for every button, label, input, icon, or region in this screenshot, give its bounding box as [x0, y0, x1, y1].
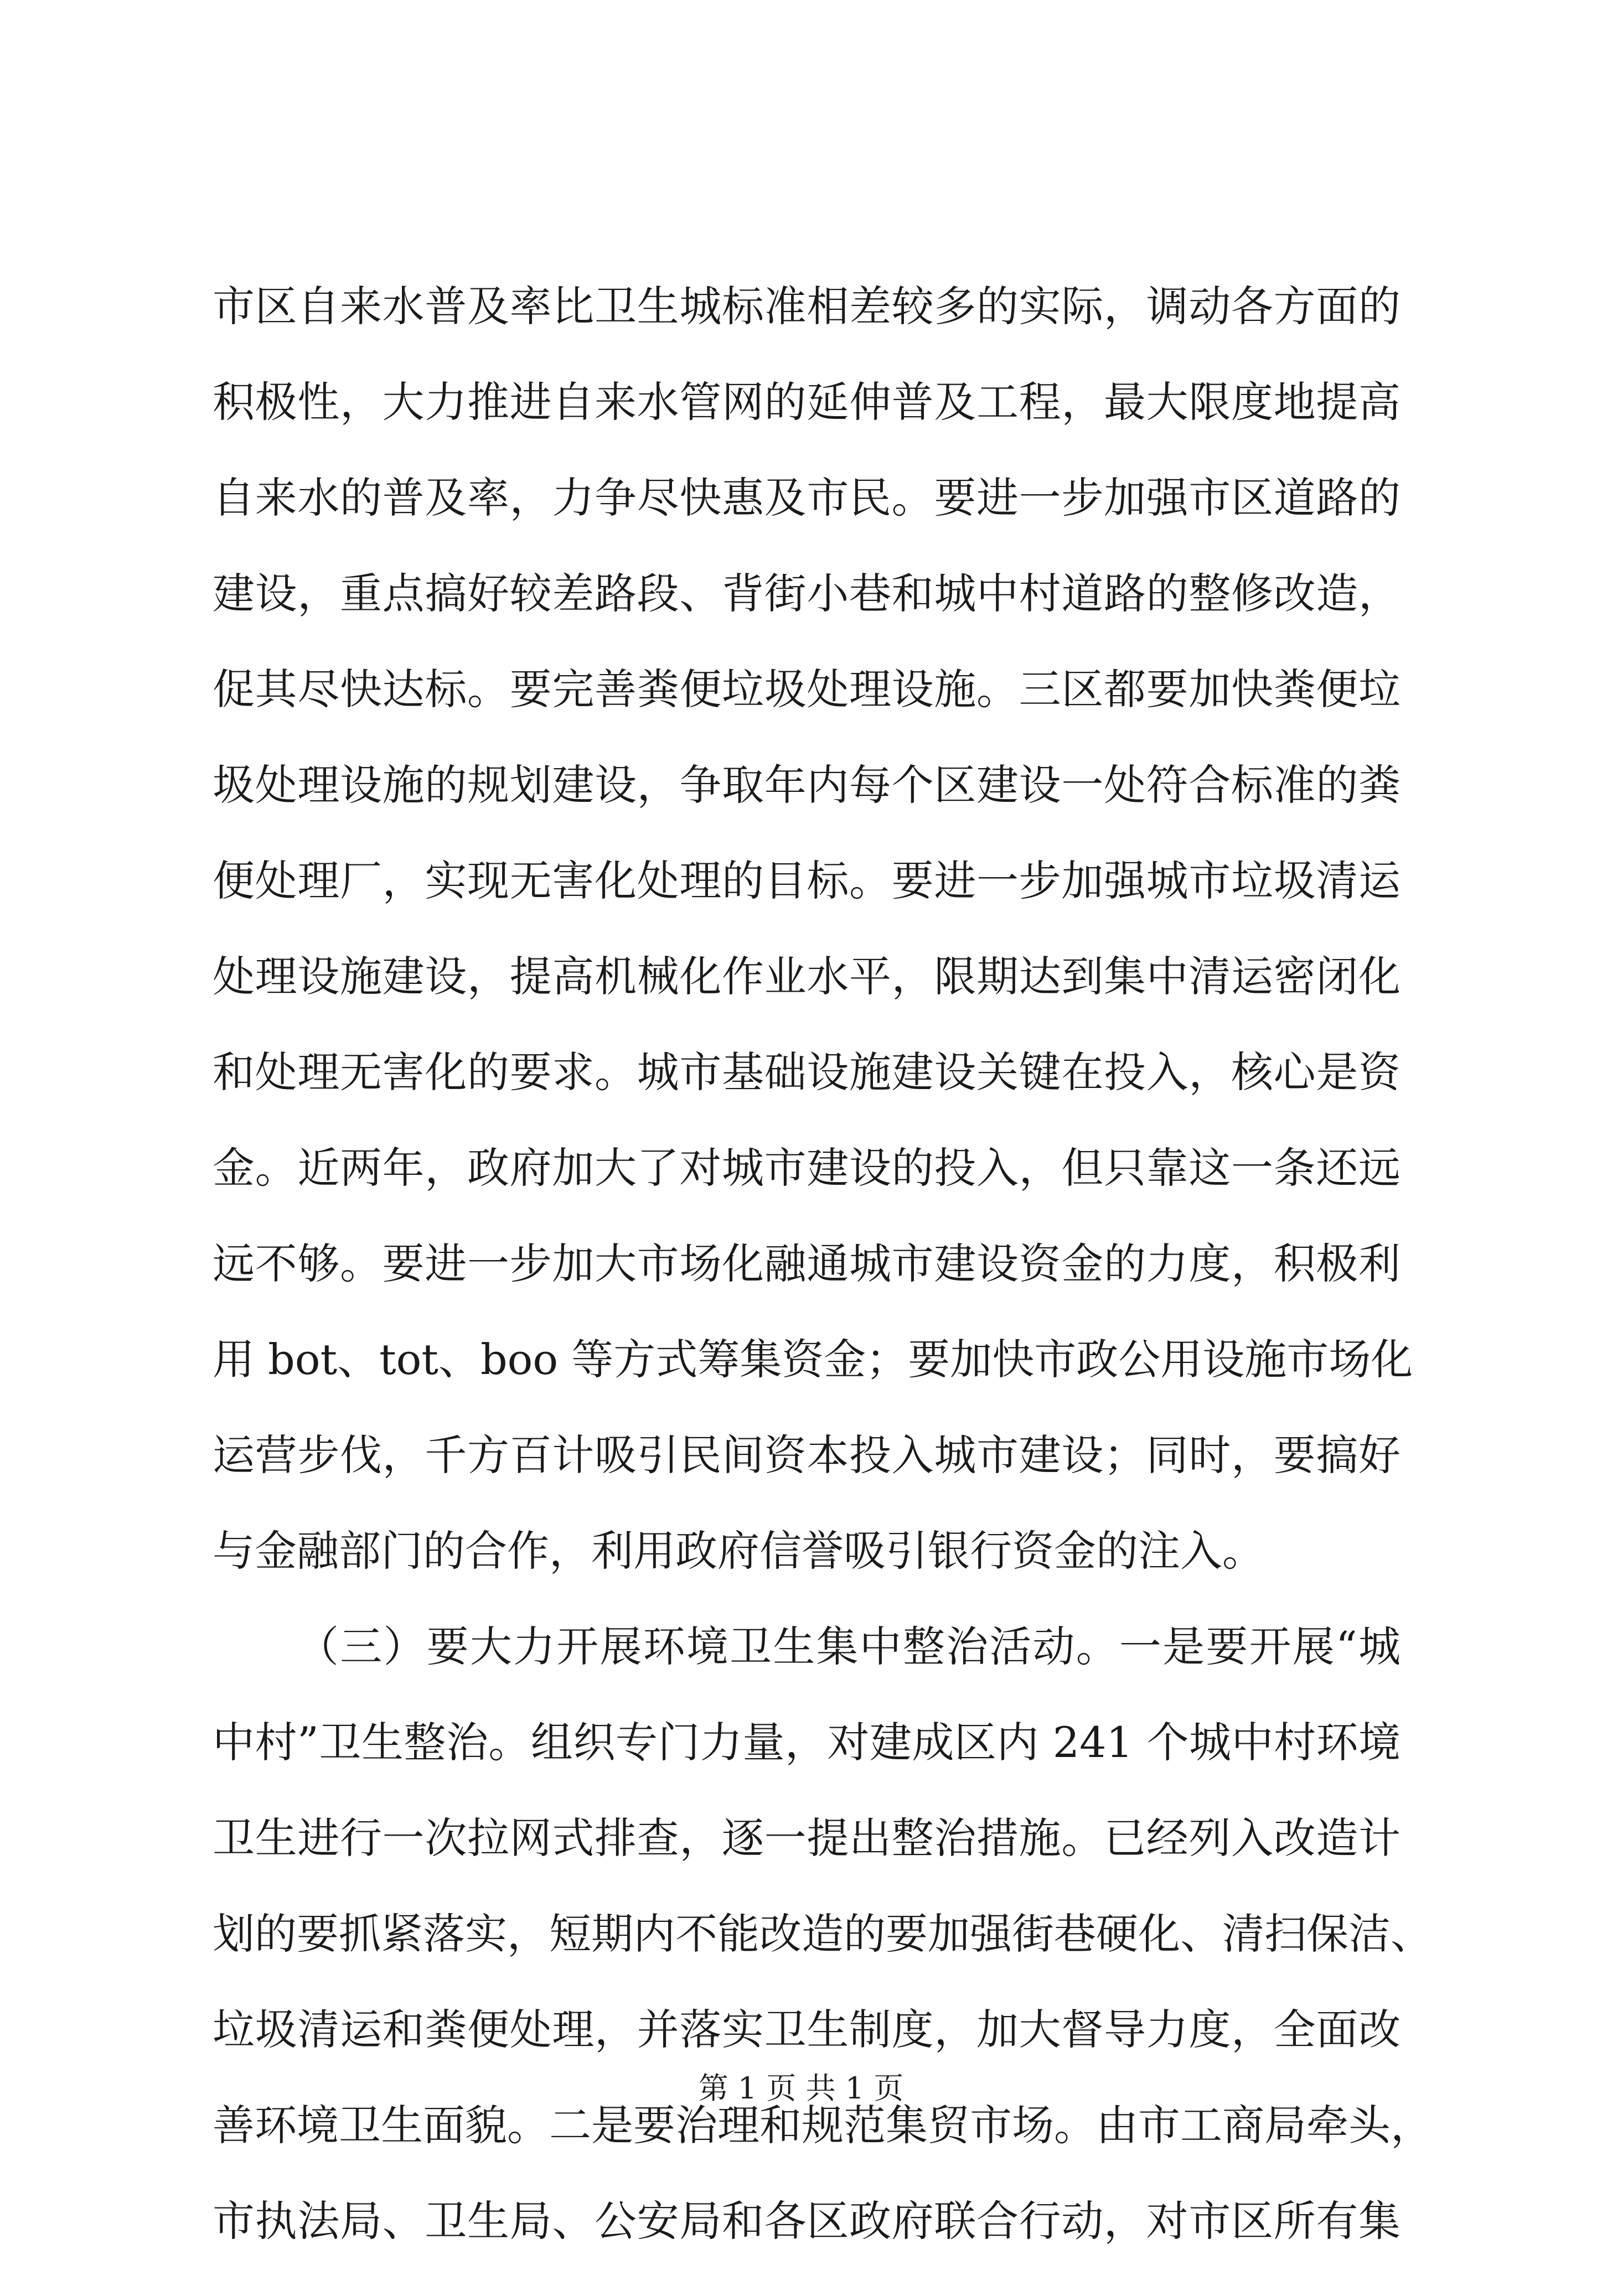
text-line: 善环境卫生面貌。二是要治理和规范集贸市场。由市工商局牵头，	[213, 2101, 1433, 2150]
page-footer: 第 1 页 共 1 页	[698, 2071, 904, 2106]
text-line: 和处理无害化的要求。城市基础设施建设关键在投入，核心是资	[213, 1048, 1401, 1097]
text-line: 积极性，大力推进自来水管网的延伸普及工程，最大限度地提高	[213, 377, 1401, 427]
text-line: 运营步伐，千方百计吸引民间资本投入城市建设；同时，要搞好	[213, 1431, 1401, 1480]
text-line: 金。近两年，政府加大了对城市建设的投入，但只靠这一条还远	[213, 1143, 1401, 1193]
text-line: 垃圾清运和粪便处理，并落实卫生制度，加大督导力度，全面改	[213, 2005, 1401, 2054]
text-line: 卫生进行一次拉网式排查，逐一提出整治措施。已经列入改造计	[213, 1813, 1401, 1863]
text-line: 处理设施建设，提高机械化作业水平，限期达到集中清运密闭化	[213, 952, 1401, 1001]
text-line: 便处理厂，实现无害化处理的目标。要进一步加强城市垃圾清运	[213, 856, 1401, 905]
text-line: 市区自来水普及率比卫生城标准相差较多的实际，调动各方面的	[213, 282, 1401, 331]
text-line: 与金融部门的合作，利用政府信誉吸引银行资金的注入。	[213, 1526, 1264, 1575]
document-body	[213, 282, 1433, 2296]
text-line: （三）要大力开展环境卫生集中整治活动。一是要开展“城	[297, 1622, 1401, 1671]
text-line: 自来水的普及率，力争尽快惠及市民。要进一步加强市区道路的	[213, 473, 1401, 522]
text-line: 划的要抓紧落实，短期内不能改造的要加强街巷硬化、清扫保洁、	[213, 1909, 1433, 1958]
text-line: 用 bot、tot、boo 等方式筹集资金；要加快市政公用设施市场化	[213, 1335, 1413, 1384]
text-line: 促其尽快达标。要完善粪便垃圾处理设施。三区都要加快粪便垃	[213, 665, 1401, 714]
text-line: 远不够。要进一步加大市场化融通城市建设资金的力度，积极利	[213, 1239, 1401, 1288]
text-line: 圾处理设施的规划建设，争取年内每个区建设一处符合标准的粪	[213, 760, 1401, 810]
text-line: 市执法局、卫生局、公安局和各区政府联合行动，对市区所有集	[213, 2196, 1401, 2246]
text-line: 建设，重点搞好较差路段、背街小巷和城中村道路的整修改造，	[213, 569, 1401, 618]
text-line: 中村”卫生整治。组织专门力量，对建成区内 241 个城中村环境	[213, 1718, 1401, 1767]
